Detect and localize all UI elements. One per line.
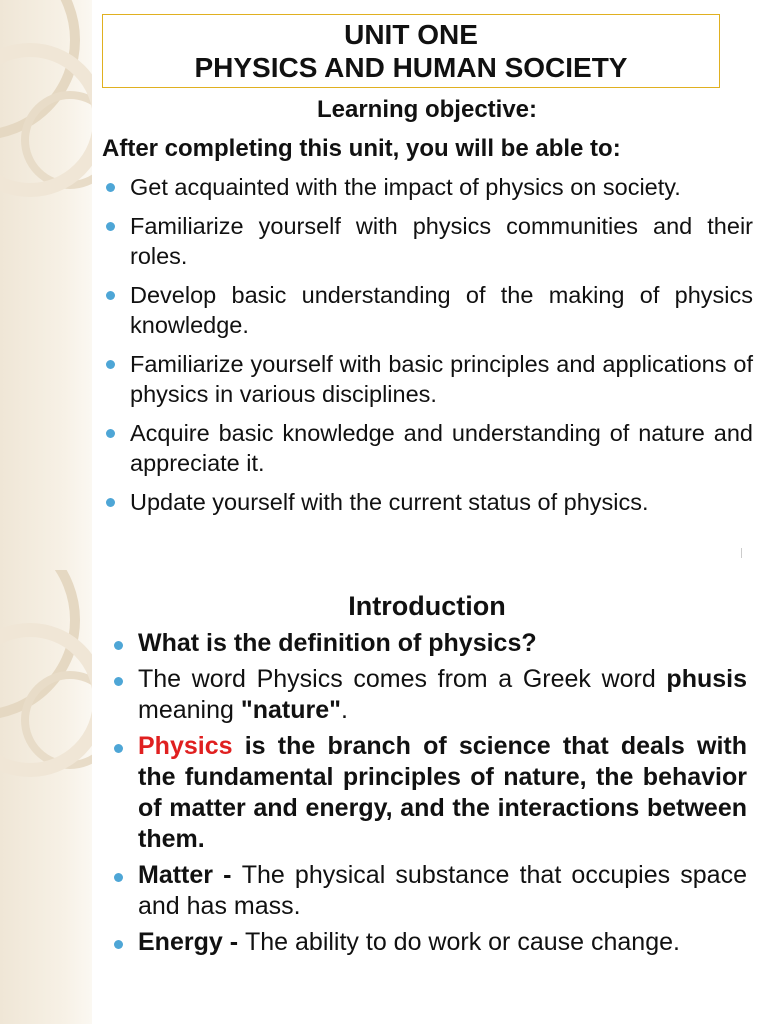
list-item: Acquire basic knowledge and understanding of nature and appreciate it.	[106, 418, 753, 478]
energy-definition: The ability to do work or cause change.	[244, 928, 680, 956]
decorative-circles-icon	[0, 570, 92, 1024]
physics-definition-text: is the branch of science that deals with the fundamental principles of nature, the behavior of matter and energy, and the interactions between them.	[138, 732, 747, 853]
decorative-sidebar	[0, 570, 92, 1024]
greek-term-meaning: "nature"	[240, 696, 341, 724]
decorative-sidebar	[0, 0, 92, 570]
unit-title-line2: PHYSICS AND HUMAN SOCIETY	[194, 52, 628, 83]
slide-divider-mark	[741, 548, 742, 558]
objective-section	[102, 95, 752, 164]
objective-intro: After completing this unit, you will be able to:	[102, 135, 621, 162]
list-item-word-origin	[114, 664, 747, 726]
list-item-definition-question: What is the definition of physics?	[114, 628, 747, 659]
list-item-energy	[114, 927, 747, 958]
matter-definition: The physical substance that occupies space and has mass.	[138, 861, 747, 920]
unit-title-box	[102, 14, 720, 88]
unit-title-line1: UNIT ONE	[344, 19, 478, 50]
introduction-title: Introduction	[348, 591, 506, 621]
list-item-matter	[114, 860, 747, 922]
objective-heading: Learning objective:	[316, 96, 538, 123]
list-item: Familiarize yourself with basic principles and applications of physics in various disciplines.	[106, 349, 753, 409]
energy-term: Energy -	[138, 928, 245, 956]
objective-list	[106, 172, 753, 526]
greek-term: phusis	[666, 665, 747, 693]
slide-introduction	[0, 570, 768, 1024]
word-origin-meaning-label: meaning	[138, 696, 241, 724]
list-item: Get acquainted with the impact of physics on society.	[106, 172, 753, 202]
list-item: Update yourself with the current status of physics.	[106, 487, 753, 517]
word-origin-end: .	[340, 696, 348, 724]
decorative-circles-icon	[0, 0, 92, 570]
matter-term: Matter -	[138, 861, 242, 889]
list-item: Develop basic understanding of the making of physics knowledge.	[106, 280, 753, 340]
introduction-list	[114, 628, 747, 963]
list-item: Familiarize yourself with physics communities and their roles.	[106, 211, 753, 271]
physics-term: Physics	[138, 732, 233, 760]
list-item-physics-definition	[114, 731, 747, 855]
word-origin-text: The word Physics comes from a Greek word	[138, 665, 667, 693]
